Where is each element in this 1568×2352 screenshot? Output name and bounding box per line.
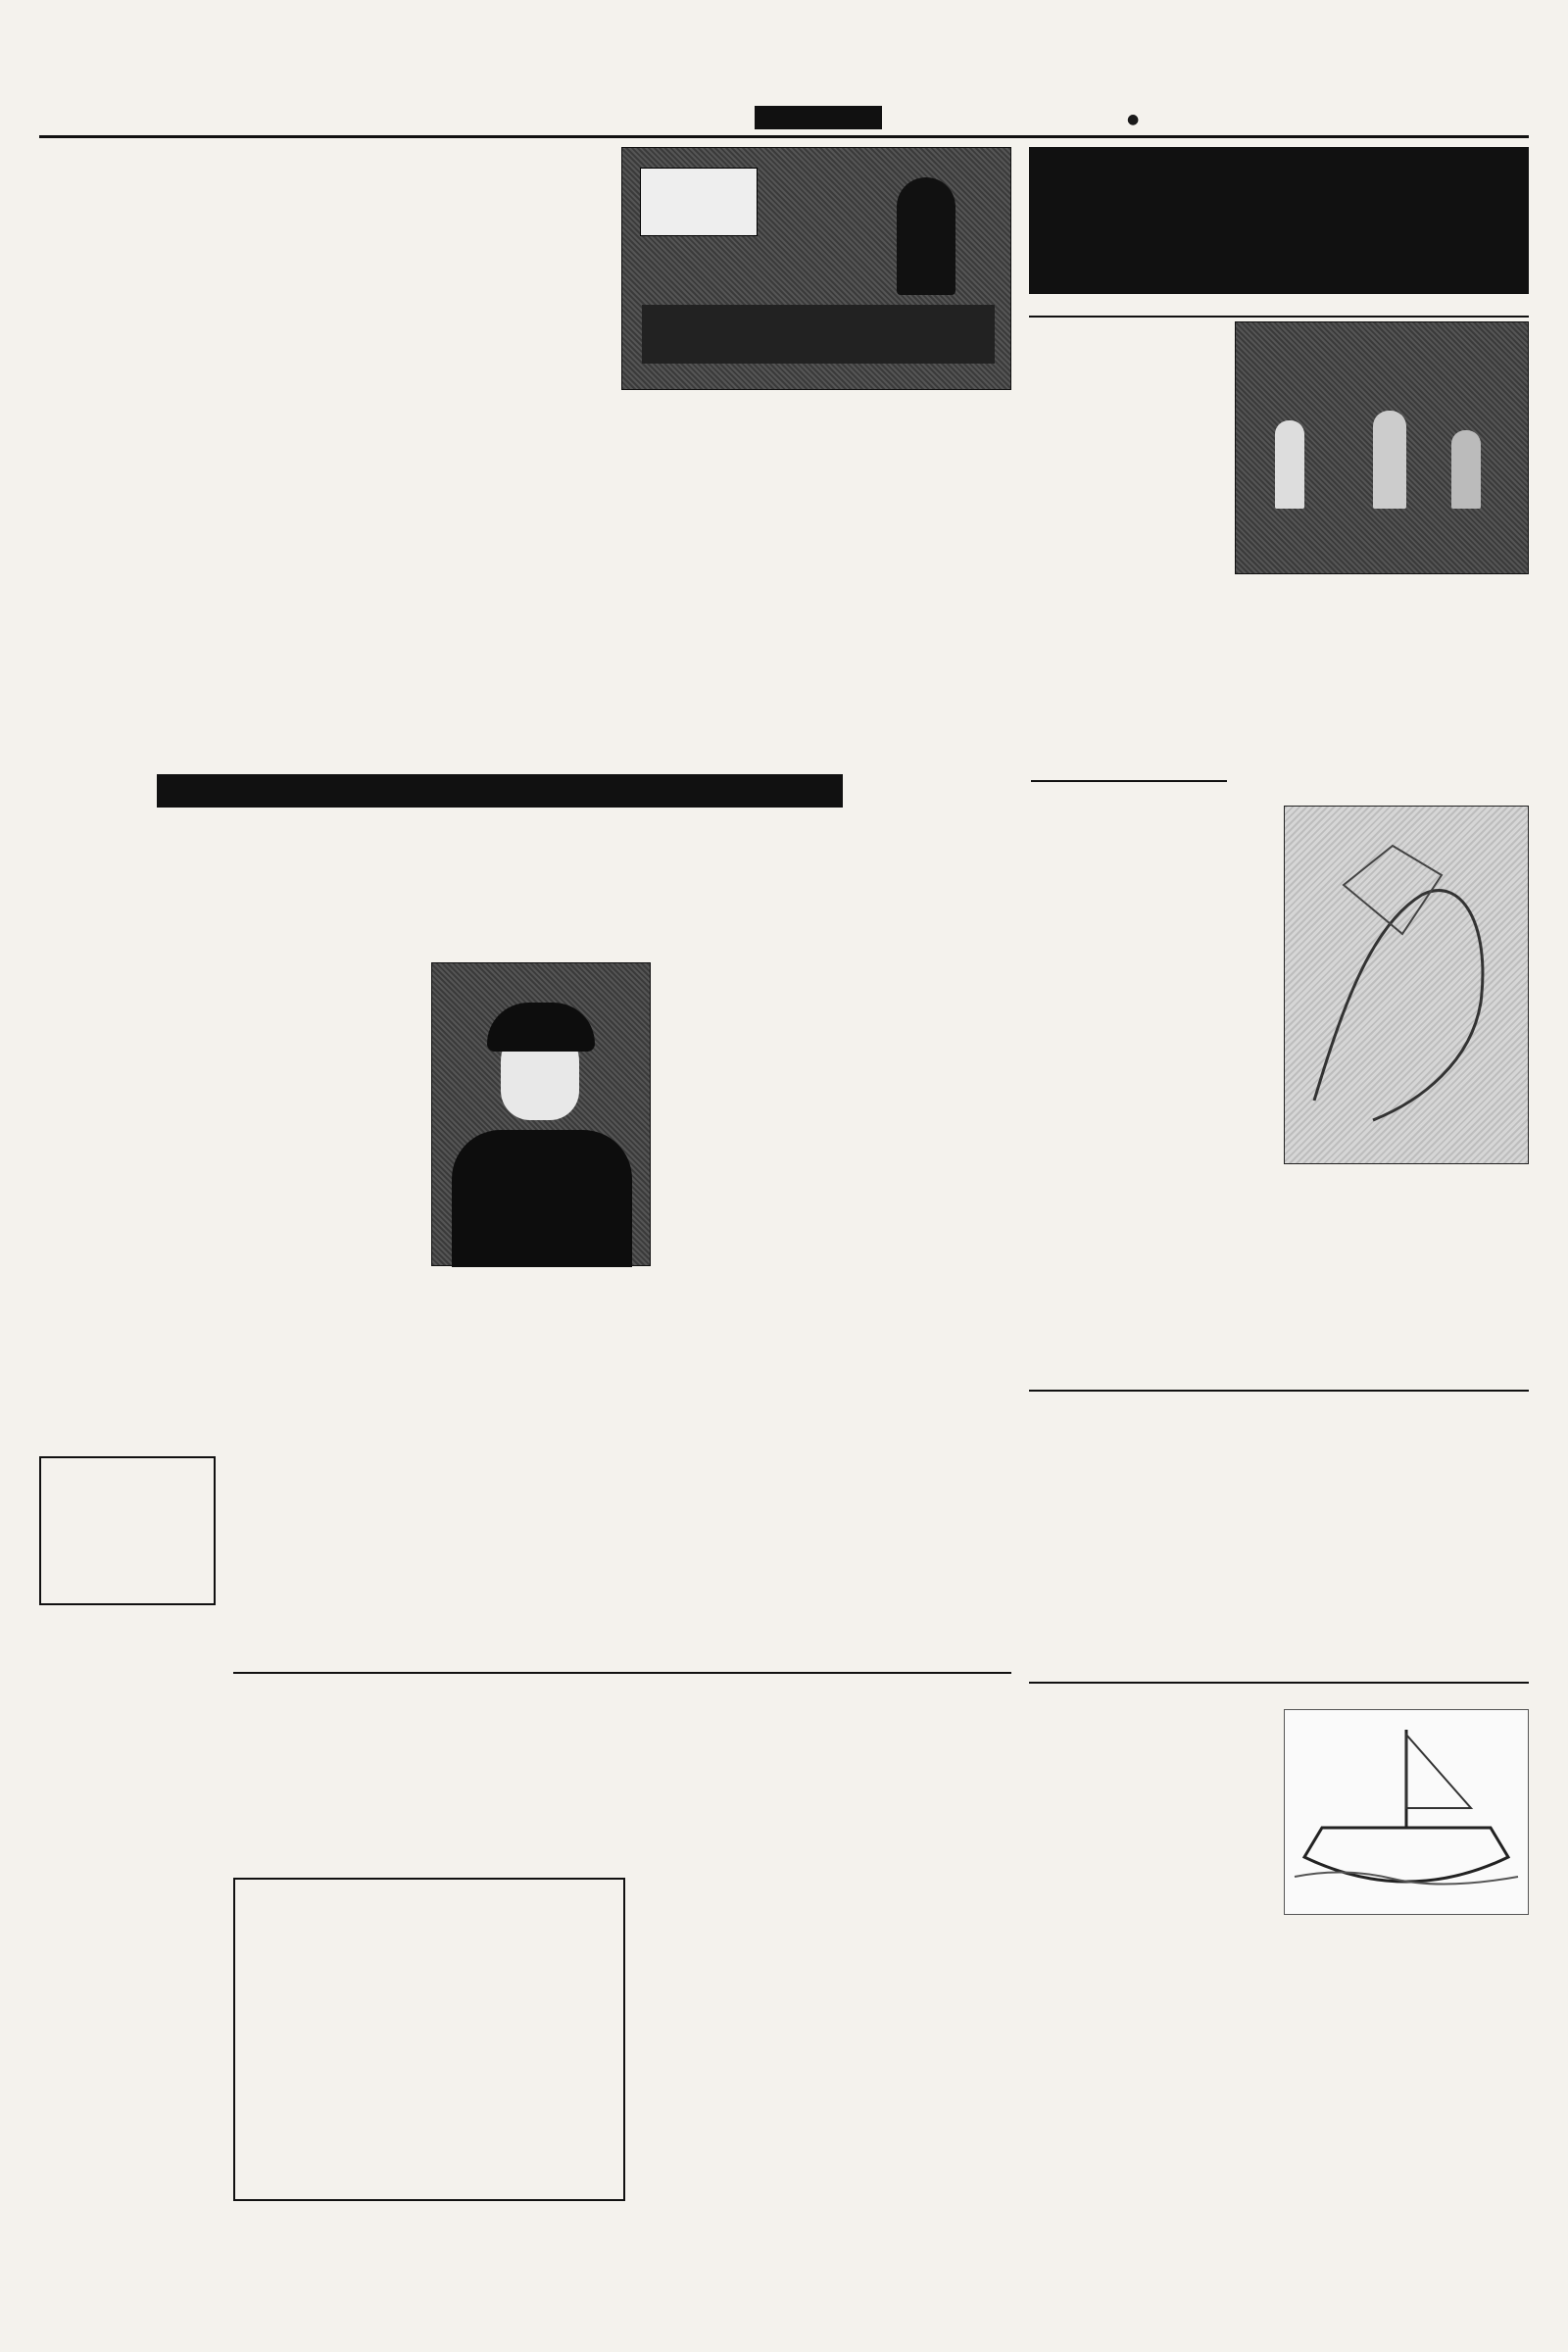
kai-ayta-item-4 [1029, 2178, 1274, 2197]
exhibit-artwork [1284, 806, 1529, 1164]
tv-right-1 [1284, 1397, 1529, 1495]
tv-right-2 [1284, 1495, 1529, 1676]
mikis-col-3b [745, 1143, 1011, 1445]
lead-photo [621, 147, 1011, 390]
exhibit-item-4 [1029, 1207, 1274, 1278]
masthead-rule [39, 135, 1529, 138]
issue-date: ● [1127, 112, 1140, 127]
tv-item-1 [1029, 1397, 1274, 1584]
kai-ayta-item-2 [1029, 1925, 1274, 2142]
exhibit-drawing [1285, 807, 1528, 1163]
ship-drawing [1285, 1710, 1528, 1914]
kai-ayta-right-1 [1284, 1919, 1529, 2021]
exhibit-item-6 [1284, 1168, 1529, 1223]
kai-ayta-right-3 [1284, 2089, 1529, 2197]
xaronitis-col-3 [751, 1731, 1011, 1862]
mikis-col-2 [227, 962, 419, 1443]
theater-right-1 [1390, 580, 1529, 600]
kexaidis-col-2 [829, 1954, 1011, 2185]
theater-item-3 [1029, 741, 1225, 776]
kai-ayta-item-3 [1029, 2142, 1274, 2178]
exhibit-item-7 [1284, 1225, 1529, 1362]
stage-figure-3 [1451, 430, 1481, 509]
xaronitis-col-2 [492, 1731, 739, 1862]
unions-ad [233, 1878, 625, 2201]
table-in-photo [642, 305, 995, 364]
ert-col-1 [233, 1505, 480, 1666]
paper-name [755, 106, 882, 129]
ert-col-3 [751, 1505, 1011, 1666]
epikairotita-banner [1029, 147, 1529, 294]
theater-item-1 [1029, 321, 1225, 592]
stage-figure-2 [1373, 411, 1406, 509]
masthead [0, 0, 1568, 147]
lead-col-1 [39, 333, 267, 696]
xaronitis-rule [233, 1672, 1011, 1674]
theater-right-2 [1390, 600, 1529, 776]
mikis-body [452, 1130, 632, 1267]
kamera-title [123, 1527, 131, 1535]
kai-ayta-right-2 [1284, 2021, 1529, 2089]
ship-illustration [1284, 1709, 1529, 1915]
exhibit-item-2 [1029, 913, 1274, 1051]
ert-col-2 [492, 1505, 739, 1666]
mikis-photo [431, 962, 651, 1266]
theater-photo [1235, 321, 1529, 574]
theater-header-box [1029, 298, 1529, 318]
tv-item-3 [1029, 1623, 1274, 1676]
lead-col-4 [621, 445, 813, 739]
lead-col-2 [278, 333, 486, 696]
theater-item-2 [1029, 594, 1225, 741]
unions-body [243, 1895, 615, 2091]
exhibitions-header [1031, 780, 1227, 782]
kamera-title-box [39, 1456, 216, 1605]
xaronitis-col-1 [233, 1731, 480, 1862]
mikis-caption-a [431, 1270, 568, 1445]
banner-in-photo [640, 168, 758, 236]
mikis-caption-b [574, 1270, 733, 1445]
exhibit-item-3 [1029, 1051, 1274, 1207]
kai-ayta-header [1029, 1682, 1529, 1684]
stage-figure-1 [1275, 420, 1304, 509]
theater-item-4 [1235, 580, 1382, 776]
kexaidis-col-1 [637, 1954, 817, 2201]
tv-item-2 [1029, 1584, 1274, 1623]
speaker-silhouette [897, 177, 956, 295]
mikis-col-1 [39, 823, 216, 1333]
mikis-col-3 [745, 809, 1011, 1143]
lead-col-5 [825, 445, 1011, 719]
exhibit-item-1 [1029, 806, 1274, 913]
kai-ayta-item-1 [1029, 1709, 1274, 1925]
mikis-banner [157, 774, 843, 808]
mikis-col-1b [39, 1337, 216, 1445]
television-header-box [1029, 1372, 1529, 1392]
kamera-body [39, 1613, 216, 2201]
mikis-hair [487, 1003, 595, 1052]
exhibit-item-5 [1029, 1278, 1274, 1366]
